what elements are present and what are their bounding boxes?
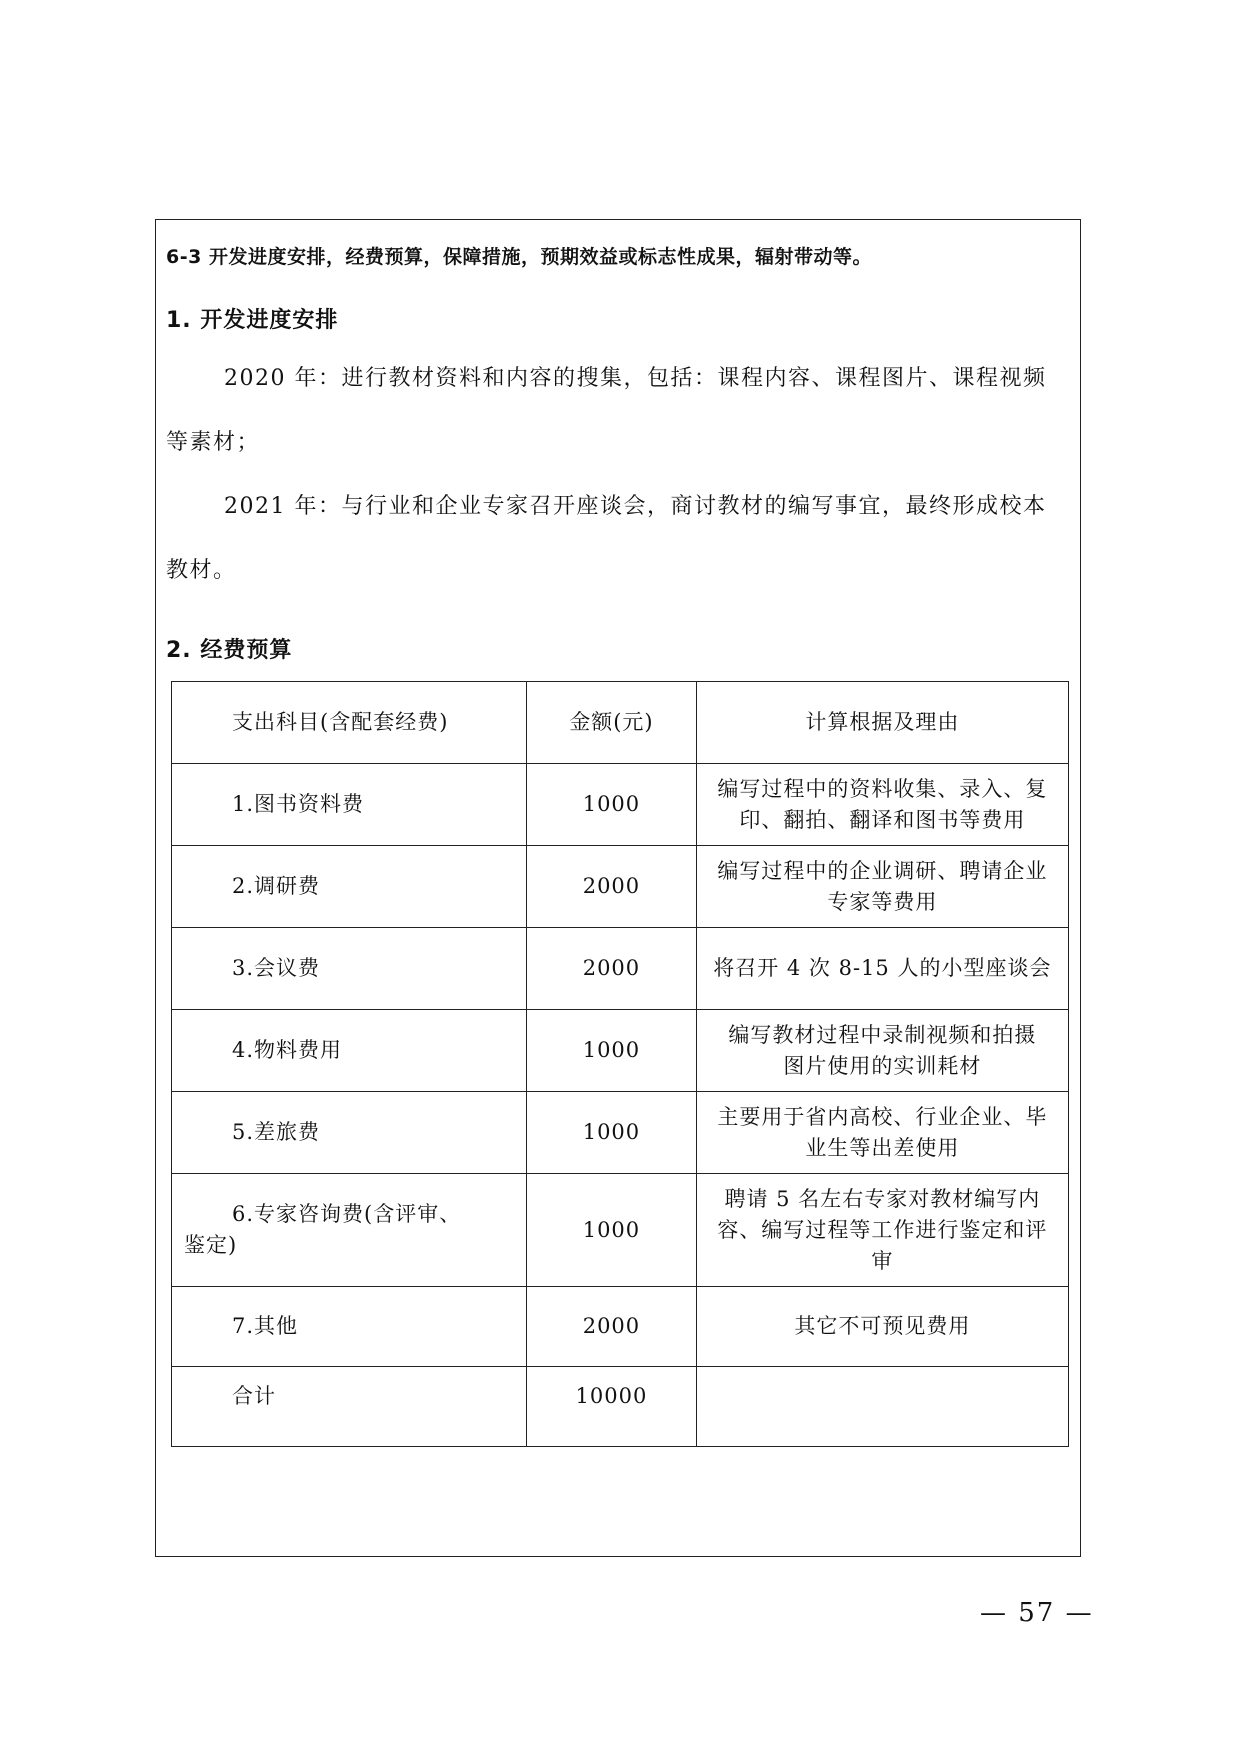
total-label: 合计 — [172, 1367, 527, 1447]
table-row — [172, 846, 1069, 928]
reason-line: 印、翻拍、翻译和图书等费用 — [739, 807, 1026, 832]
row-amount: 2000 — [527, 1287, 697, 1367]
row-reason — [696, 1010, 1068, 1092]
table-row — [172, 928, 1069, 1010]
row-item: 3.会议费 — [172, 928, 527, 1010]
reason-line: 容、编写过程等工作进行鉴定和评 — [717, 1217, 1048, 1242]
budget-table — [171, 681, 1069, 1447]
row-item — [172, 1174, 527, 1287]
row-amount: 1000 — [527, 1092, 697, 1174]
budget-title: 2. 经费预算 — [166, 638, 293, 663]
reason-line: 将召开 4 次 8-15 人的小型座谈会 — [713, 956, 1052, 980]
row-reason — [696, 846, 1068, 928]
reason-line: 聘请 5 名左右专家对教材编写内 — [724, 1186, 1041, 1211]
row-amount: 1000 — [527, 1010, 697, 1092]
section-heading: 6-3 开发进度安排，经费预算，保障措施，预期效益或标志性成果，辐射带动等。 — [166, 246, 872, 268]
para-2021-line1: 2021 年：与行业和企业专家召开座谈会，商讨教材的编写事宜，最终形成校本 — [224, 494, 1047, 519]
reason-line: 审 — [871, 1248, 894, 1273]
item-line: 6.专家咨询费(含评审、 — [232, 1202, 462, 1226]
table-row — [172, 764, 1069, 846]
row-amount: 2000 — [527, 846, 697, 928]
reason-line: 主要用于省内高校、行业企业、毕 — [717, 1104, 1048, 1129]
row-reason — [696, 928, 1068, 1010]
row-amount: 1000 — [527, 1174, 697, 1287]
schedule-paragraph-2020 — [166, 347, 1066, 475]
para-2020-line2: 等素材； — [166, 430, 261, 455]
row-reason — [696, 1174, 1068, 1287]
row-reason — [696, 1092, 1068, 1174]
schedule-paragraph-2021 — [166, 475, 1066, 603]
table-row — [172, 1287, 1069, 1367]
row-item: 7.其他 — [172, 1287, 527, 1367]
page-number: — 57 — — [980, 1598, 1094, 1628]
reason-line: 编写教材过程中录制视频和拍摄 — [728, 1022, 1037, 1047]
item-line: 鉴定) — [184, 1233, 238, 1257]
row-item: 2.调研费 — [172, 846, 527, 928]
table-header-row — [172, 682, 1069, 764]
table-row — [172, 1092, 1069, 1174]
row-item: 1.图书资料费 — [172, 764, 527, 846]
table-row — [172, 1174, 1069, 1287]
reason-line: 专家等费用 — [827, 889, 938, 914]
row-item: 4.物料费用 — [172, 1010, 527, 1092]
header-reason: 计算根据及理由 — [696, 682, 1068, 764]
reason-line: 图片使用的实训耗材 — [783, 1053, 982, 1078]
row-reason — [696, 1287, 1068, 1367]
row-reason — [696, 764, 1068, 846]
para-2021-line2: 教材。 — [166, 558, 237, 583]
table-total-row — [172, 1367, 1069, 1447]
header-item: 支出科目(含配套经费) — [172, 682, 527, 764]
reason-line: 编写过程中的企业调研、聘请企业 — [717, 858, 1048, 883]
row-item: 5.差旅费 — [172, 1092, 527, 1174]
reason-line: 编写过程中的资料收集、录入、复 — [717, 776, 1048, 801]
total-amount: 10000 — [527, 1367, 697, 1447]
row-amount: 1000 — [527, 764, 697, 846]
total-reason — [696, 1367, 1068, 1447]
reason-line: 业生等出差使用 — [805, 1135, 960, 1160]
para-2020-line1: 2020 年：进行教材资料和内容的搜集，包括：课程内容、课程图片、课程视频 — [224, 366, 1047, 391]
form-frame — [155, 219, 1081, 1557]
row-amount: 2000 — [527, 928, 697, 1010]
reason-line: 其它不可预见费用 — [794, 1314, 971, 1338]
header-amount: 金额(元) — [527, 682, 697, 764]
table-row — [172, 1010, 1069, 1092]
schedule-title: 1. 开发进度安排 — [166, 308, 339, 333]
